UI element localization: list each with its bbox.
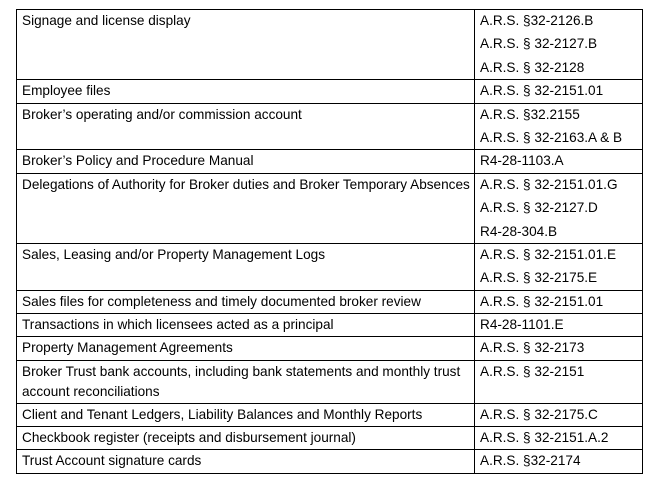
citation-cell bbox=[475, 314, 643, 337]
table-row bbox=[17, 10, 643, 80]
table-row bbox=[17, 103, 643, 150]
citation-text: A.R.S. § 32-2151.01.G bbox=[480, 176, 618, 192]
citation-text: A.R.S. § 32-2173 bbox=[480, 340, 585, 356]
requirement-item-text: Broker Trust bank accounts, including bank statements and monthly trust account reconciliations bbox=[22, 363, 461, 400]
requirement-item-cell bbox=[17, 243, 475, 290]
requirement-item-text: Sales files for completeness and timely documented broker review bbox=[22, 293, 421, 309]
requirement-item-cell bbox=[17, 360, 475, 403]
requirements-table bbox=[16, 9, 643, 474]
citation-cell bbox=[475, 337, 643, 360]
table-row bbox=[17, 427, 643, 450]
table-row bbox=[17, 150, 643, 173]
requirement-item-text: Client and Tenant Ledgers, Liability Balances and Monthly Reports bbox=[22, 406, 423, 422]
requirement-item-cell bbox=[17, 314, 475, 337]
citation-cell bbox=[475, 80, 643, 103]
table-row bbox=[17, 403, 643, 426]
table-row bbox=[17, 360, 643, 403]
table-row bbox=[17, 314, 643, 337]
requirement-item-text: Sales, Leasing and/or Property Management Logs bbox=[22, 246, 326, 262]
citation-text: A.R.S. § 32-2151.01 bbox=[480, 83, 604, 99]
requirement-item-text: Broker’s operating and/or commission account bbox=[22, 106, 302, 122]
requirement-item-text: Signage and license display bbox=[22, 13, 191, 28]
requirement-item-text: Employee files bbox=[22, 83, 111, 99]
citation-text: R4-28-1101.E bbox=[480, 317, 564, 333]
citation-text: A.R.S. § 32-2128 bbox=[480, 59, 585, 75]
citation-cell bbox=[475, 403, 643, 426]
requirement-item-cell bbox=[17, 10, 475, 80]
citation-text: A.R.S. § 32-2151.01 bbox=[480, 293, 604, 309]
citation-text: R4-28-1103.A bbox=[480, 153, 564, 169]
requirement-item-text: Trust Account signature cards bbox=[22, 453, 202, 469]
citation-cell bbox=[475, 173, 643, 243]
citation-text: A.R.S. § 32-2175.C bbox=[480, 406, 598, 422]
requirement-item-cell bbox=[17, 173, 475, 243]
table-row bbox=[17, 337, 643, 360]
citation-cell bbox=[475, 360, 643, 403]
citation-text: A.R.S. §32.2155 bbox=[480, 106, 580, 122]
requirement-item-cell bbox=[17, 450, 475, 473]
citation-text: A.R.S. § 32-2163.A & B bbox=[480, 129, 623, 145]
citation-text: A.R.S. § 32-2151 bbox=[480, 363, 585, 379]
table-row bbox=[17, 450, 643, 473]
requirement-item-cell bbox=[17, 290, 475, 313]
citation-cell bbox=[475, 450, 643, 473]
table-row bbox=[17, 173, 643, 243]
requirement-item-cell bbox=[17, 337, 475, 360]
citation-text: A.R.S. § 32-2151.A.2 bbox=[480, 430, 609, 446]
requirement-item-text: Broker’s Policy and Procedure Manual bbox=[22, 153, 254, 169]
requirements-table-body bbox=[17, 10, 643, 474]
requirement-item-cell bbox=[17, 403, 475, 426]
citation-text: A.R.S. §32-2126.B bbox=[480, 13, 594, 28]
requirement-item-cell bbox=[17, 150, 475, 173]
table-row bbox=[17, 243, 643, 290]
requirement-item-cell bbox=[17, 427, 475, 450]
table-row bbox=[17, 290, 643, 313]
citation-cell bbox=[475, 427, 643, 450]
citation-text: A.R.S. § 32-2175.E bbox=[480, 270, 598, 286]
citation-text: A.R.S. § 32-2127.D bbox=[480, 200, 598, 216]
table-row bbox=[17, 80, 643, 103]
citation-cell bbox=[475, 10, 643, 80]
requirement-item-cell bbox=[17, 80, 475, 103]
citation-cell bbox=[475, 103, 643, 150]
citation-text: A.R.S. § 32-2127.B bbox=[480, 36, 598, 52]
requirement-item-text: Transactions in which licensees acted as a principal bbox=[22, 317, 334, 333]
citation-text: A.R.S. §32-2174 bbox=[480, 453, 581, 469]
requirement-item-text: Delegations of Authority for Broker duties and Broker Temporary Absences bbox=[22, 176, 470, 192]
citation-text: A.R.S. § 32-2151.01.E bbox=[480, 246, 617, 262]
citation-cell bbox=[475, 150, 643, 173]
requirement-item-cell bbox=[17, 103, 475, 150]
requirement-item-text: Property Management Agreements bbox=[22, 340, 233, 356]
citation-cell bbox=[475, 243, 643, 290]
citation-text: R4-28-304.B bbox=[480, 223, 558, 239]
citation-cell bbox=[475, 290, 643, 313]
requirement-item-text: Checkbook register (receipts and disbursement journal) bbox=[22, 430, 356, 446]
